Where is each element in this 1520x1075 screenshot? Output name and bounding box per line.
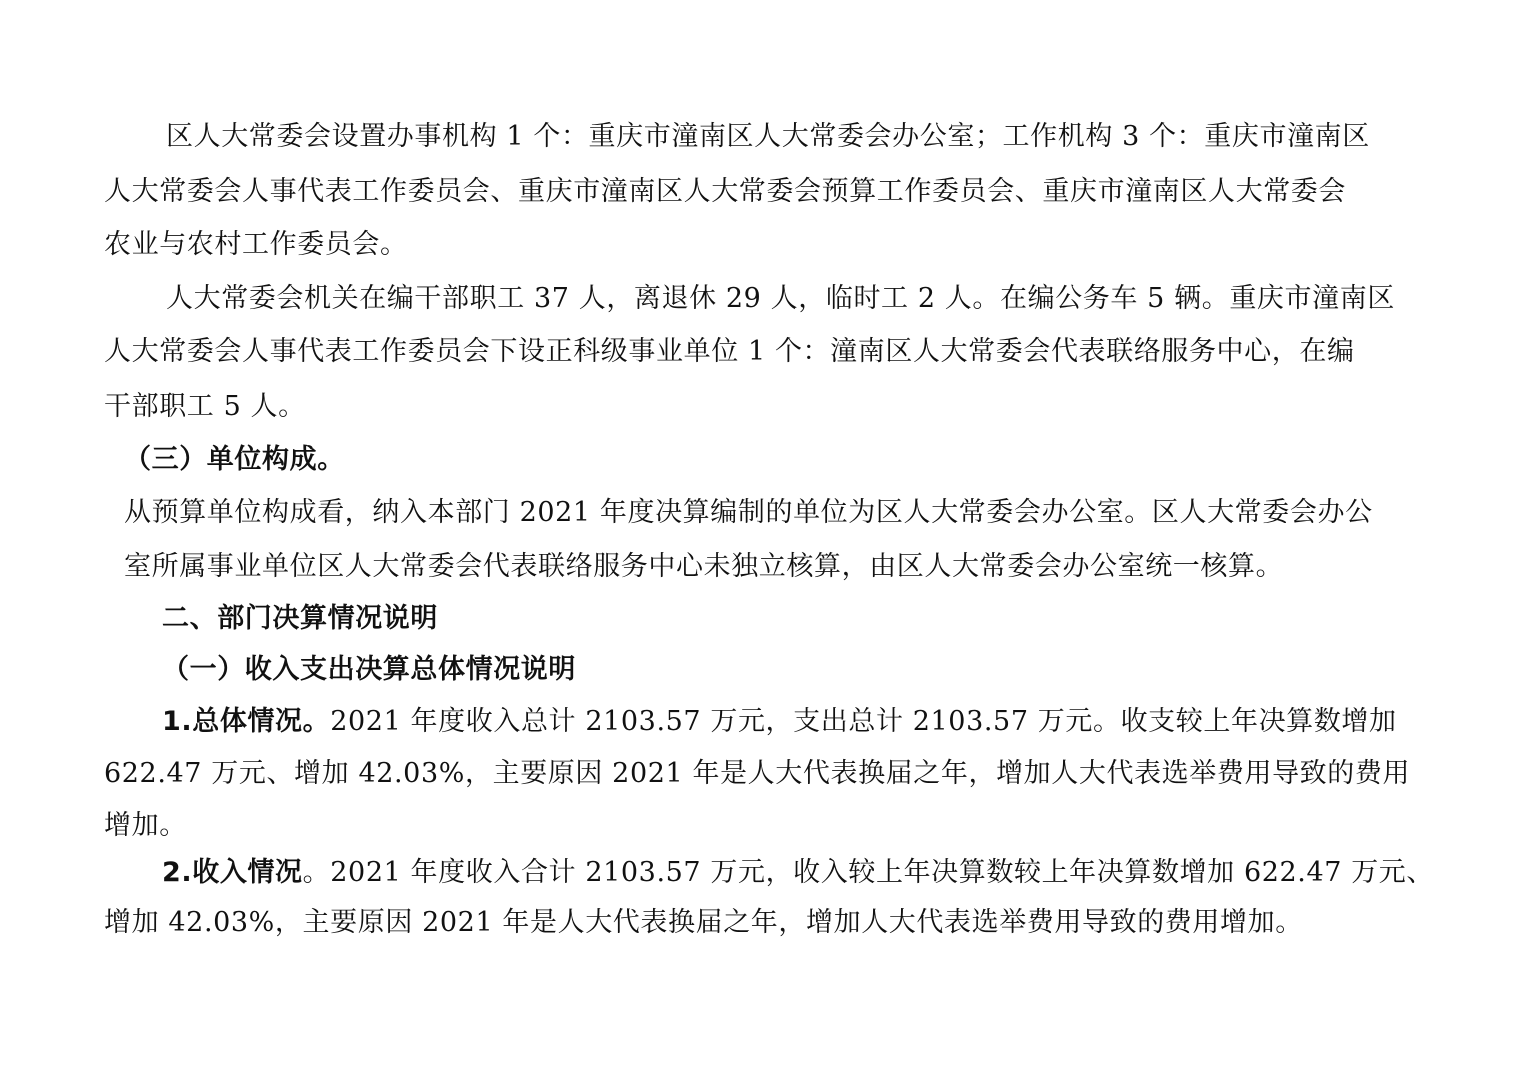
paragraph-line: 增加 42.03%，主要原因 2021 年是人大代表换届之年，增加人大代表选举费用导致的费用增加。 [104, 907, 1303, 938]
paragraph-line [162, 856, 1434, 890]
paragraph-line: 区人大常委会设置办事机构 1 个：重庆市潼南区人大常委会办公室；工作机构 3 个：重庆市潼南区 [166, 121, 1370, 152]
paragraph-line [162, 705, 1397, 739]
paragraph-label: 2.收入情况 [162, 857, 303, 888]
paragraph-line: 人大常委会机关在编干部职工 37 人，离退休 29 人，临时工 2 人。在编公务车 5 辆。重庆市潼南区 [166, 283, 1395, 314]
paragraph-line: 农业与农村工作委员会。 [104, 229, 408, 260]
paragraph-line: 增加。 [104, 810, 187, 841]
paragraph-line: 干部职工 5 人。 [104, 391, 306, 422]
paragraph-line: 从预算单位构成看，纳入本部门 2021 年度决算编制的单位为区人大常委会办公室。区人大常委会办公 [124, 497, 1373, 528]
section-heading: 二、部门决算情况说明 [162, 603, 438, 634]
paragraph-text: 2021 年度收入总计 2103.57 万元，支出总计 2103.57 万元。收支较上年决算数增加 [330, 706, 1397, 737]
paragraph-line: 人大常委会人事代表工作委员会下设正科级事业单位 1 个：潼南区人大常委会代表联络服务中心，在编 [104, 336, 1355, 367]
paragraph-line: 室所属事业单位区人大常委会代表联络服务中心未独立核算，由区人大常委会办公室统一核算。 [124, 551, 1284, 582]
section-heading: （三）单位构成。 [124, 444, 345, 475]
paragraph-line: 人大常委会人事代表工作委员会、重庆市潼南区人大常委会预算工作委员会、重庆市潼南区人大常委会 [104, 176, 1346, 207]
subsection-heading: （一）收入支出决算总体情况说明 [162, 654, 576, 685]
paragraph-line: 622.47 万元、增加 42.03%，主要原因 2021 年是人大代表换届之年，增加人大代表选举费用导致的费用 [104, 758, 1411, 789]
paragraph-label: 1.总体情况。 [162, 706, 331, 737]
paragraph-text: 。2021 年度收入合计 2103.57 万元，收入较上年决算数较上年决算数增加 622.47 万元、 [302, 857, 1435, 888]
